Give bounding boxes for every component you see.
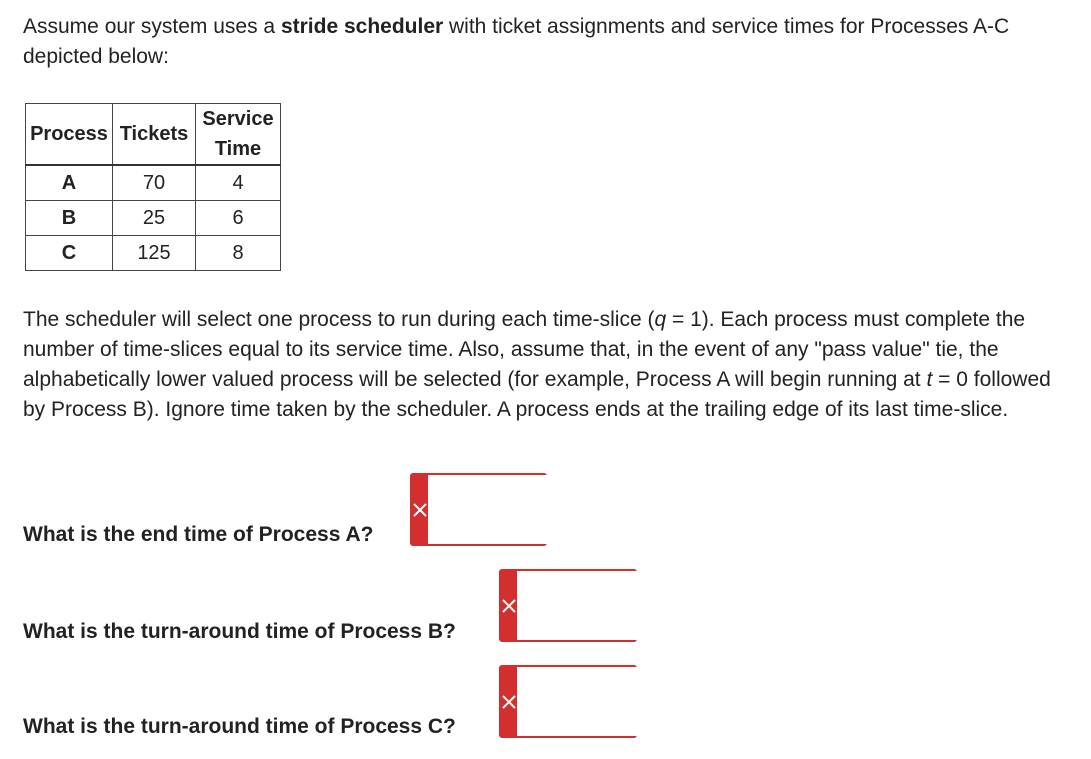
incorrect-marker [501, 667, 517, 736]
answer-box [499, 569, 637, 642]
header-service-time: Service Time [196, 104, 281, 166]
incorrect-marker [501, 571, 517, 640]
cell-service-time: 6 [196, 201, 281, 236]
table-row [26, 236, 281, 271]
intro-bold: stride scheduler [280, 15, 444, 38]
cell-tickets: 25 [113, 201, 196, 236]
header-tickets: Tickets [113, 104, 196, 166]
intro-text [23, 12, 1073, 72]
close-icon [501, 598, 517, 614]
question-label: What is the turn-around time of Process C? [23, 715, 456, 738]
answer-box [410, 473, 547, 546]
header-process: Process [26, 104, 113, 166]
question-label: What is the end time of Process A? [23, 523, 374, 546]
cell-process: A [26, 165, 113, 201]
desc-part2: = 1). Each process must complete the number of time-slices equal to its service time. Also, assume that, in the event of any "pass value" tie, the alphabetically lower valued process will be selected (for example, Process A will begin running at [23, 308, 1026, 391]
desc-t-var: t [926, 368, 933, 391]
cell-tickets: 70 [113, 165, 196, 201]
desc-part1: The scheduler will select one process to run during each time-slice ( [23, 308, 655, 331]
answer-box [499, 665, 637, 738]
answer-input[interactable] [517, 571, 798, 640]
desc-q-var: q [654, 308, 667, 331]
desc-part3: = 0 followed by Process B). Ignore time taken by the scheduler. A process ends at the trailing edge of its last time-slice. [23, 368, 1051, 421]
question-label: What is the turn-around time of Process B? [23, 620, 456, 643]
answer-input[interactable] [517, 667, 798, 736]
cell-service-time: 4 [196, 165, 281, 201]
table-row [26, 201, 281, 236]
incorrect-marker [412, 475, 428, 544]
cell-process: C [26, 236, 113, 271]
description-text [23, 305, 1073, 425]
close-icon [412, 502, 428, 518]
cell-service-time: 8 [196, 236, 281, 271]
close-icon [501, 694, 517, 710]
cell-process: B [26, 201, 113, 236]
intro-suffix: with ticket assignments and service times for Processes A-C depicted below: [23, 15, 1010, 68]
answer-input[interactable] [428, 475, 709, 544]
cell-tickets: 125 [113, 236, 196, 271]
table-header-row [26, 104, 281, 166]
table-row [26, 165, 281, 201]
process-table [25, 103, 281, 271]
intro-prefix: Assume our system uses a [23, 15, 281, 38]
